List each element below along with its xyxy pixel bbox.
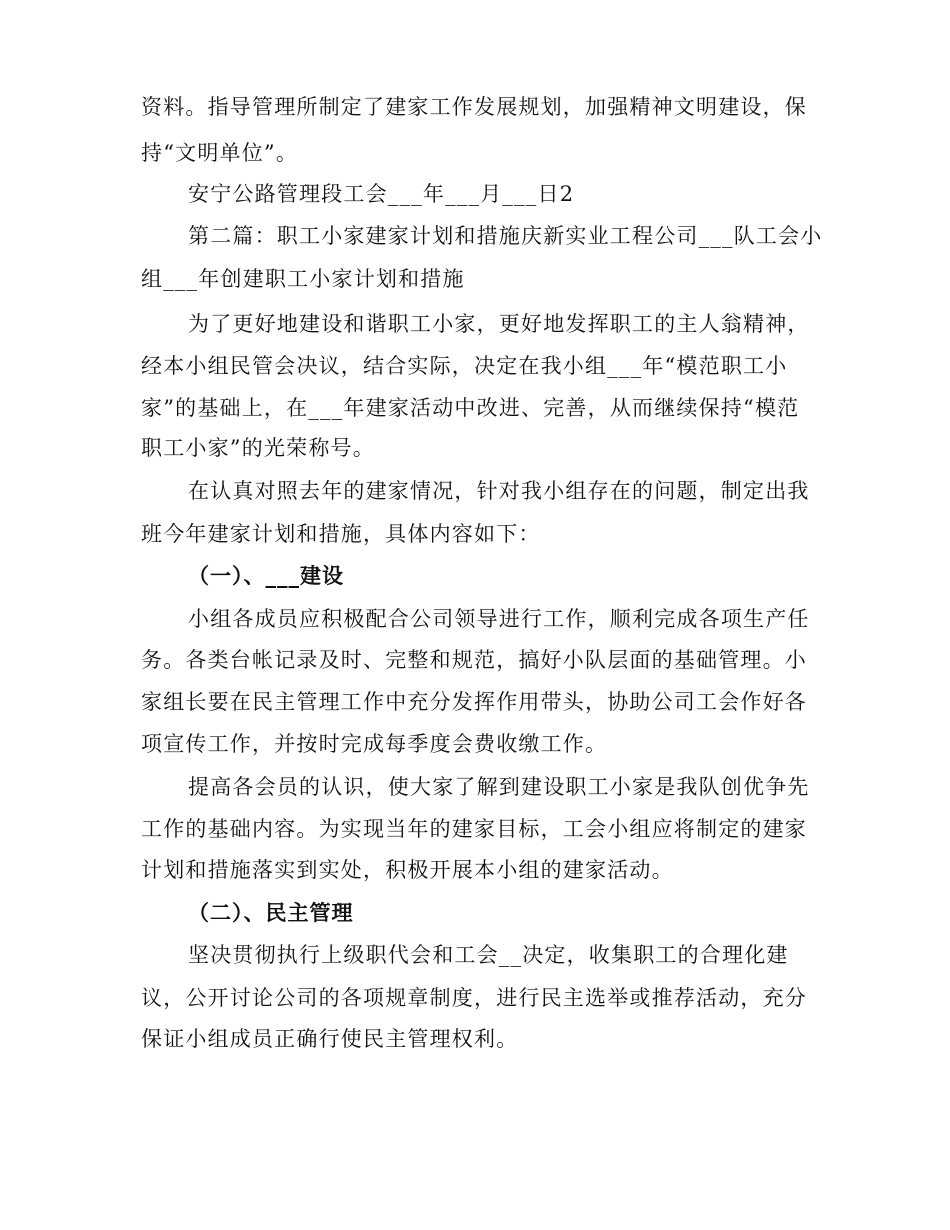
paragraph-line: 计划和措施落实到实处，积极开展本小组的建家活动。 (141, 858, 674, 882)
paragraph-line: 家”的基础上，在___年建家活动中改进、完善，从而继续保持“模范 (141, 396, 800, 420)
paragraph-line: 班今年建家计划和措施，具体内容如下： (141, 522, 541, 546)
paragraph-line: 项宣传工作，并按时完成每季度会费收缴工作。 (141, 732, 608, 756)
signature-line: 安宁公路管理段工会___年___月___日2 (188, 182, 575, 206)
paragraph-line: 在认真对照去年的建家情况，针对我小组存在的问题，制定出我 (188, 479, 810, 503)
paragraph-line: 保证小组成员正确行使民主管理权利。 (141, 1027, 519, 1051)
paragraph-line: 持“文明单位”。 (141, 141, 299, 165)
section-title-line: 组___年创建职工小家计划和措施 (141, 267, 465, 291)
paragraph-line: 小组各成员应积极配合公司领导进行工作，顺利完成各项生产任 (188, 607, 810, 631)
paragraph-line: 议，公开讨论公司的各项规章制度，进行民主选举或推荐活动，充分 (141, 986, 807, 1010)
paragraph-line: 职工小家”的光荣称号。 (141, 436, 375, 460)
paragraph-line: 家组长要在民主管理工作中充分发挥作用带头，协助公司工会作好各 (141, 690, 807, 714)
section-heading: （一）、___建设 (188, 564, 344, 588)
paragraph-line: 为了更好地建设和谐职工小家，更好地发挥职工的主人翁精神， (188, 312, 810, 336)
section-title-line: 第二篇：职工小家建家计划和措施庆新实业工程公司___队工会小 (188, 224, 823, 248)
paragraph-line: 提高各会员的认识，使大家了解到建设职工小家是我队创优争先 (188, 775, 810, 799)
paragraph-line: 务。各类台帐记录及时、完整和规范，搞好小队层面的基础管理。小 (141, 648, 807, 672)
paragraph-line: 坚决贯彻执行上级职代会和工会__决定，收集职工的合理化建 (188, 943, 789, 967)
section-heading: （二）、民主管理 (188, 901, 354, 925)
paragraph-line: 经本小组民管会决议，结合实际，决定在我小组___年“模范职工小 (141, 354, 788, 378)
paragraph-line: 工作的基础内容。为实现当年的建家目标，工会小组应将制定的建家 (141, 817, 807, 841)
paragraph-line: 资料。指导管理所制定了建家工作发展规划，加强精神文明建设，保 (141, 95, 807, 119)
